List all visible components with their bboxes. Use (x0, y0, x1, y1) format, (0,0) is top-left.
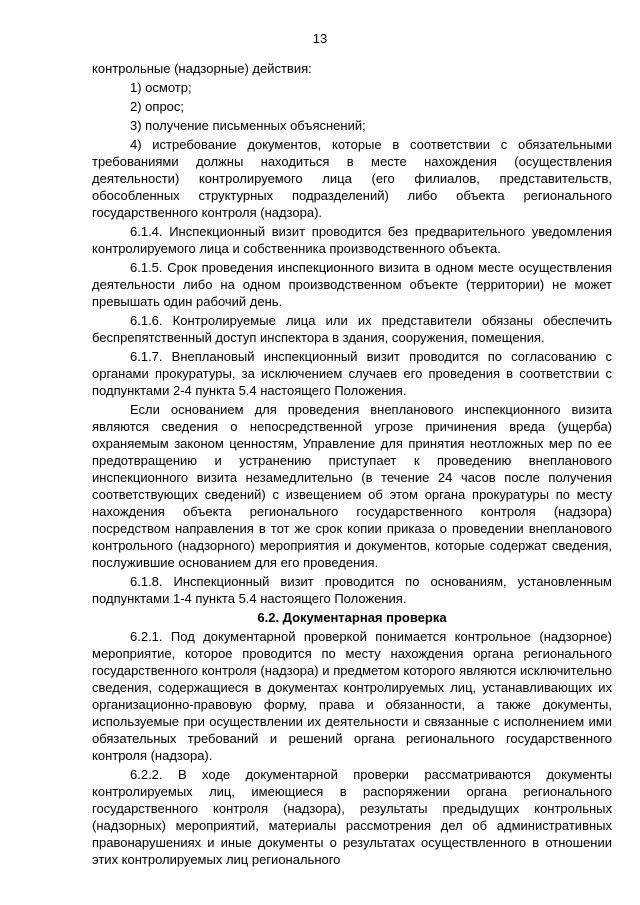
paragraph: 6.2.2. В ходе документарной проверки рассматриваются документы контролируемых лиц, имеющиеся в распоряжении органа регионального государственного контроля (надзора), результаты предыдущих контрольных (надзорных) мероприятий, материалы рассмотрения дел об административных правонарушениях и иные документы о результатах осуществленного в отношении этих контролируемых лиц регионального (92, 767, 612, 867)
paragraph: Если основанием для проведения внепланового инспекционного визита являются сведения о непосредственной угрозе причинения вреда (ущерба) охраняемым законом ценностям, Управление для принятия неотложных мер по ее предотвращению и устранению приступает к проведению внепланового инспекционного визита незамедлительно (в течение 24 часов после получения соответствующих сведений) с извещением об этом органа прокуратуры по месту нахождения объекта регионального государственного контроля (надзора) посредством направления в тот же срок копии приказа о проведении внепланового контрольного (надзорного) мероприятия и документов, которые содержат сведения, послужившие основанием для его проведения. (92, 402, 612, 570)
paragraph: 1) осмотр; (130, 80, 192, 95)
paragraph: 3) получение письменных объяснений; (130, 118, 366, 133)
paragraph: 6.1.6. Контролируемые лица или их представители обязаны обеспечить беспрепятственный доступ инспектора в здания, сооружения, помещения. (92, 313, 612, 345)
document-body (92, 60, 612, 870)
paragraph: 4) истребование документов, которые в соответствии с обязательными требованиями должны находиться в месте нахождения (осуществления деятельности) контролируемого лица (его филиалов, представительств, обособленных структурных подразделений) либо объекта регионального государственного контроля (надзора). (92, 137, 612, 220)
paragraph: 6.2.1. Под документарной проверкой понимается контрольное (надзорное) мероприятие, которое проводится по месту нахождения органа регионального государственного контроля (надзора) и предметом которого являются исключительно сведения, содержащиеся в документах контролируемых лиц, устанавливающих их организационно-правовую форму, права и обязанности, а также документы, используемые при осуществлении их деятельности и связанные с исполнением ими обязательных требований и решений органа регионального государственного контроля (надзора). (92, 629, 612, 763)
paragraph: контрольные (надзорные) действия: (92, 61, 312, 76)
paragraph: 6.1.8. Инспекционный визит проводится по основаниям, установленным подпунктами 1-4 пункта 5.4 настоящего Положения. (92, 574, 612, 606)
paragraph: 2) опрос; (130, 99, 185, 114)
section-heading: 6.2. Документарная проверка (257, 610, 447, 625)
paragraph: 6.1.4. Инспекционный визит проводится без предварительного уведомления контролируемого лица и собственника производственного объекта. (92, 224, 612, 256)
paragraph: 6.1.5. Срок проведения инспекционного визита в одном месте осуществления деятельности либо на одном производственном объекте (территории) не может превышать один рабочий день. (92, 260, 612, 309)
paragraph: 6.1.7. Внеплановый инспекционный визит проводится по согласованию с органами прокуратуры, за исключением случаев его проведения в соответствии с подпунктами 2-4 пункта 5.4 настоящего Положения. (92, 349, 612, 398)
page-number: 13 (312, 31, 328, 46)
